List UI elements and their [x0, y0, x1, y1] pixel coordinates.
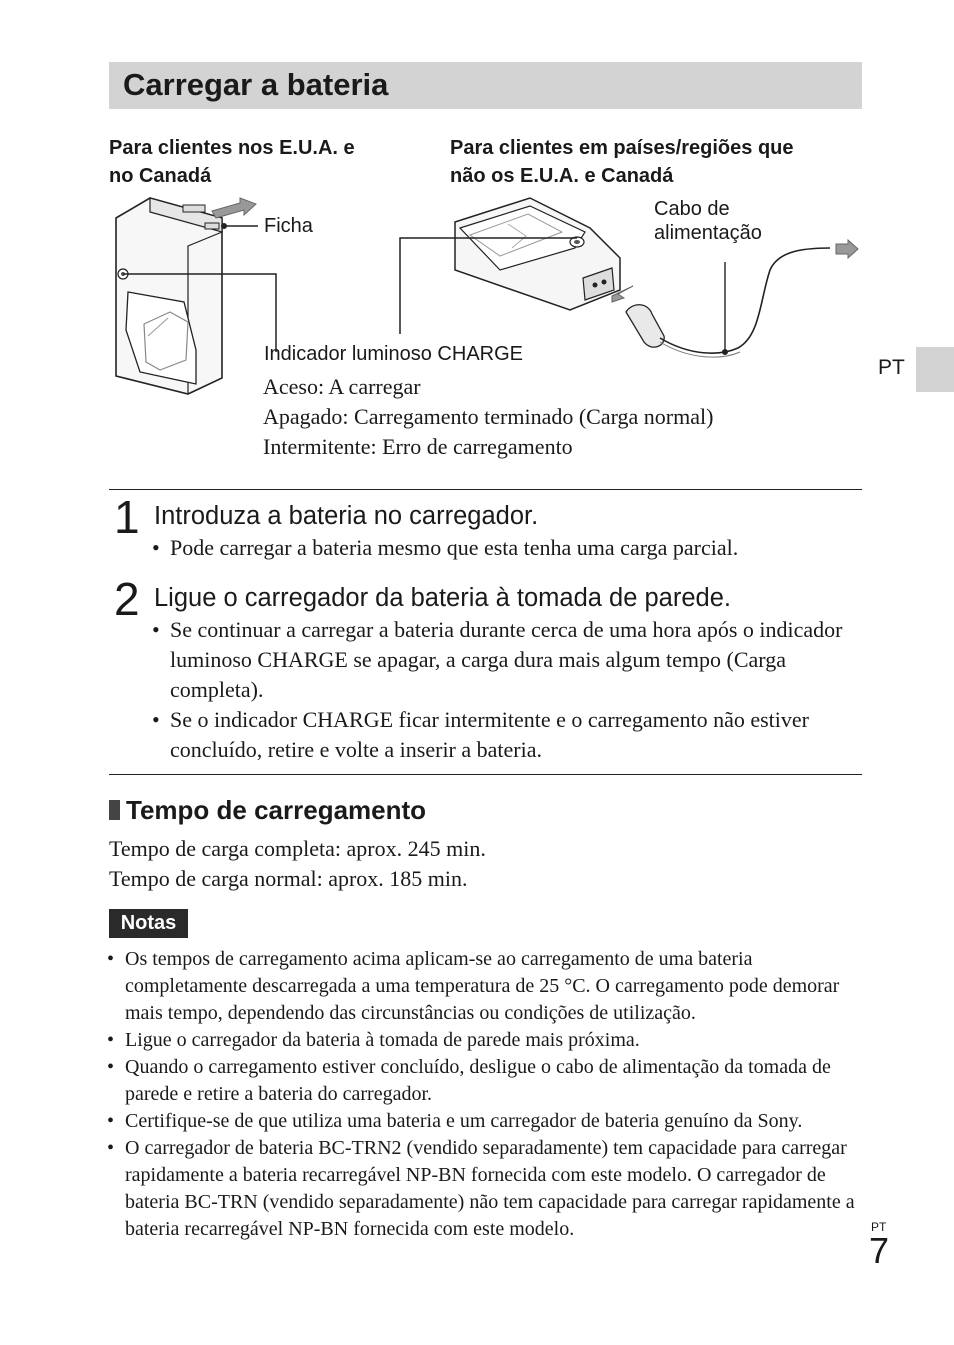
list-item: • Os tempos de carregamento acima aplicam-se ao carregamento de uma bateria completamente descarregada a uma temperatura de 25 °C. O carregamento pode demorar mais tempo, dependendo das circunstâncias ou condições de utilização. — [107, 948, 840, 1024]
list-item: • Pode carregar a bateria mesmo que esta tenha uma carga parcial. — [152, 535, 739, 560]
divider-top — [109, 489, 862, 490]
step-2-bullets — [152, 615, 862, 765]
page-number: 7 — [869, 1230, 890, 1271]
list-item: • Se o indicador CHARGE ficar intermitente e o carregamento não estiver concluído, retire e volte a inserir a bateria. — [152, 707, 809, 762]
lamp-status-on: Aceso: A carregar — [263, 374, 421, 399]
step-1-number: 1 — [114, 491, 140, 543]
page-title: Carregar a bateria — [123, 67, 389, 102]
language-side-tab — [916, 347, 954, 392]
wall-charger-drawing — [116, 198, 276, 394]
language-code: PT — [878, 356, 905, 379]
heading-other-regions: Para clientes em países/regiões que não os E.U.A. e Canadá — [450, 137, 794, 187]
section-marker-icon — [109, 800, 120, 820]
divider-bottom — [109, 774, 862, 775]
normal-charge-time: Tempo de carga normal: aprox. 185 min. — [109, 866, 468, 891]
list-item: • Ligue o carregador da bateria à tomada de parede mais próxima. — [107, 1029, 640, 1051]
full-charge-time: Tempo de carga completa: aprox. 245 min. — [109, 836, 486, 861]
step-1-bullets — [152, 533, 862, 563]
callout-plug: Ficha — [264, 215, 313, 237]
list-item: • O carregador de bateria BC-TRN2 (vendido separadamente) tem capacidade para carregar rapidamente a bateria recarregável NP-BN fornecida com este modelo. O carregador de bateria BC-TRN (vendido separadamente) não tem capacidade para carregar rapidamente a bateria recarregável NP-BN fornecida com este modelo. — [107, 1137, 855, 1240]
lamp-status-off: Apagado: Carregamento terminado (Carga normal) — [263, 404, 714, 429]
list-item: • Quando o carregamento estiver concluído, desligue o cabo de alimentação da tomada de parede e retire a bateria do carregador. — [107, 1056, 831, 1105]
notes-badge: Notas — [109, 909, 188, 938]
lamp-status-flashing: Intermitente: Erro de carregamento — [263, 434, 573, 459]
cord-charger-drawing — [400, 198, 858, 357]
step-1-title: Introduza a bateria no carregador. — [154, 502, 539, 530]
callout-charge-lamp: Indicador luminoso CHARGE — [264, 343, 523, 365]
heading-usa-canada: Para clientes nos E.U.A. e no Canadá — [109, 137, 355, 187]
list-item: • Certifique-se de que utiliza uma bateria e um carregador de bateria genuíno da Sony. — [107, 1110, 803, 1132]
step-2-number: 2 — [114, 573, 140, 625]
notes-list — [107, 946, 857, 1243]
page-number-language: PT — [871, 1220, 887, 1234]
step-2-title: Ligue o carregador da bateria à tomada de parede. — [154, 584, 731, 612]
list-item: • Se continuar a carregar a bateria durante cerca de uma hora após o indicador luminoso CHARGE se apagar, a carga dura mais algum tempo (Carga completa). — [152, 617, 843, 702]
section-heading-charging-time: Tempo de carregamento — [109, 795, 426, 826]
callout-power-cord: Cabo de alimentação — [654, 198, 762, 244]
